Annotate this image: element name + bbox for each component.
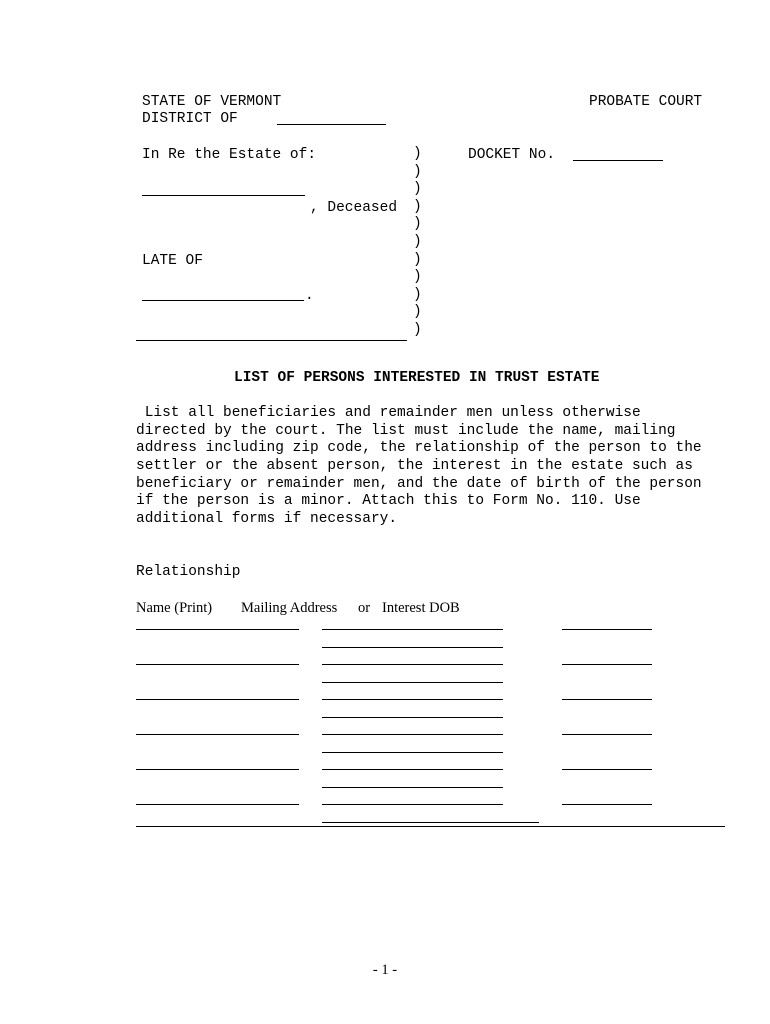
instruction-line: beneficiary or remainder men, and the date of birth of the person [136,476,702,492]
name-field[interactable] [136,664,299,665]
column-mailing-address: Mailing Address [241,600,338,616]
address-field-line2[interactable] [322,752,503,753]
paren: ) [413,199,422,215]
instruction-line: address including zip code, the relationship of the person to the [136,440,702,456]
interest-dob-field[interactable] [562,664,652,665]
paren: ) [413,234,422,250]
address-field[interactable] [322,769,503,770]
paren: ) [413,322,422,338]
interest-dob-field[interactable] [562,629,652,630]
interest-dob-field[interactable] [562,804,652,805]
instruction-line: if the person is a minor. Attach this to Form No. 110. Use [136,493,641,509]
paren: ) [413,269,422,285]
instruction-line: directed by the court. The list must include the name, mailing [136,423,676,439]
in-re-label: In Re the Estate of: [142,147,317,163]
relationship-label: Relationship [136,564,241,580]
district-label: DISTRICT OF [142,111,238,127]
address-field[interactable] [322,664,503,665]
name-field[interactable] [136,734,299,735]
column-or: or [358,600,371,616]
address-field[interactable] [322,804,503,805]
instruction-line: settler or the absent person, the interest in the estate such as [136,458,693,474]
name-field[interactable] [136,769,299,770]
instruction-line: List all beneficiaries and remainder men unless otherwise [136,405,641,421]
deceased-label: , Deceased [310,200,398,216]
address-field-line2[interactable] [322,822,539,823]
docket-label: DOCKET No. [468,147,556,163]
district-field[interactable] [277,124,386,125]
column-name: Name (Print) [136,600,213,616]
interest-dob-field[interactable] [562,769,652,770]
name-field[interactable] [136,629,299,630]
address-field-line2[interactable] [322,717,503,718]
table-bottom-rule [136,826,725,827]
address-field-line2[interactable] [322,787,503,788]
interest-dob-field[interactable] [562,699,652,700]
address-field[interactable] [322,629,503,630]
paren: ) [413,216,422,232]
late-of-field[interactable] [142,300,304,301]
late-of-label: LATE OF [142,253,203,269]
name-field[interactable] [136,699,299,700]
address-field[interactable] [322,734,503,735]
state-heading: STATE OF VERMONT [142,94,282,110]
late-of-period: . [305,288,314,304]
address-field[interactable] [322,699,503,700]
instruction-line: additional forms if necessary. [136,511,398,527]
paren: ) [413,252,422,268]
paren: ) [413,287,422,303]
interest-dob-field[interactable] [562,734,652,735]
paren: ) [413,181,422,197]
paren: ) [413,164,422,180]
address-field-line2[interactable] [322,647,503,648]
column-interest-dob: Interest DOB [382,600,460,616]
paren: ) [413,146,422,162]
name-field[interactable] [136,804,299,805]
address-field-line2[interactable] [322,682,503,683]
page-number: - 1 - [372,962,398,978]
caption-bottom-rule [136,340,407,341]
document-title: LIST OF PERSONS INTERESTED IN TRUST ESTATE [234,370,600,386]
docket-field[interactable] [573,160,663,161]
decedent-name-field[interactable] [142,195,305,196]
paren: ) [413,304,422,320]
court-heading: PROBATE COURT [589,94,703,110]
